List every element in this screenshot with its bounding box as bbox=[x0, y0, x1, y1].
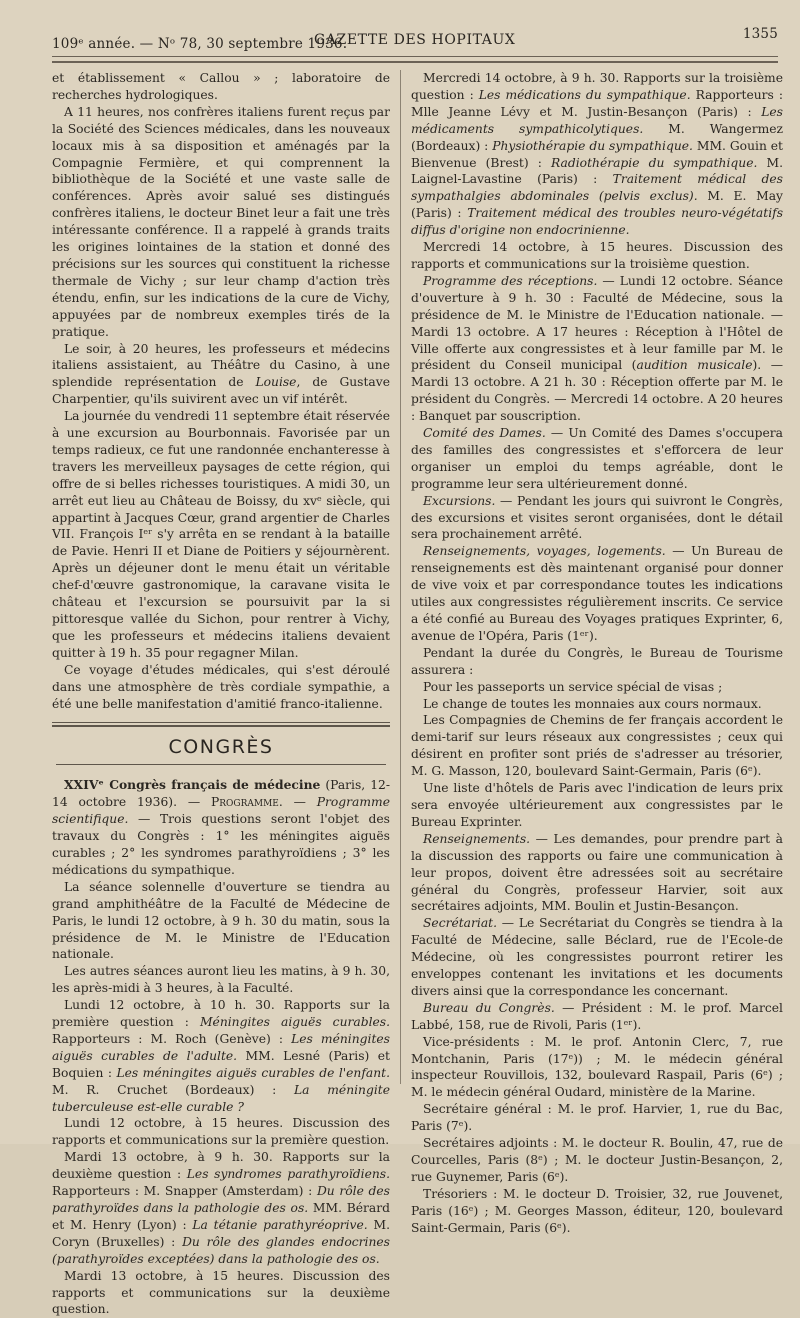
text-run: Les médications du sympathique. bbox=[478, 87, 691, 102]
text-run: La méningite tuberculeuse est-elle curable ? bbox=[52, 1082, 390, 1114]
text-run: Mardi 13 octobre, à 9 h. 30. Rapports sur la deuxième question : bbox=[52, 1150, 390, 1182]
paragraph: Secrétaire général : M. le prof. Harvier, 1, rue du Bac, Paris (7ᵉ). bbox=[411, 1102, 783, 1134]
paragraph bbox=[52, 1149, 390, 1267]
paragraph: Secrétaires adjoints : M. le docteur R. Boulin, 47, rue de Courcelles, Paris (8ᵉ) ; M. le docteur Justin-Besançon, 2, rue Guynemer, Paris (6ᵉ). bbox=[411, 1136, 783, 1184]
paragraph: La journée du vendredi 11 septembre était réservée à une excursion au Bourbonnais. Favorisée par un temps radieux, ce fut une randonnée enchanteresse à travers les merveilleux paysages de cette région, qui offre de si belles richesses touristiques. A midi 30, un arrêt eut lieu au Château de Boissy, du xvᵉ siècle, qui appartint à Jacques Cœur, grand argentier de Charles VII. François Iᵉʳ s'y arrêta en se rendant à la bataille de Pavie. Henri II et Diane de Poitiers y séjournèrent. Après un déjeuner dont le menu était un véritable chef-d'œuvre gastronomique, la caravane visita le château et l'excursion se poursuivit par la si pittoresque vallée du Sichon, pour rentrer à Vichy, que les professeurs et médecins italiens devaient quitter à 19 h. 35 pour regagner Milan. bbox=[52, 409, 390, 660]
text-run: — Pendant les jours qui suivront le Congrès, des excursions et visites seront organisées, dont le détail sera prochainement arrêté. bbox=[411, 493, 783, 542]
page-number: 1355 bbox=[742, 26, 778, 42]
section-rule-thick bbox=[52, 725, 390, 727]
text-run: — Président : M. le prof. Marcel Labbé, 158, rue de Rivoli, Paris (1ᵉʳ). bbox=[411, 1000, 783, 1032]
text-run: — Le Secrétariat du Congrès se tiendra à la Faculté de Médecine, salle Béclard, rue de l'Ecole-de Médecine, où les congressistes pourront retirer les enveloppes contenant les invitations et les documents divers ainsi que la correspondance les concernant. bbox=[411, 916, 783, 998]
text-run: Programme des réceptions. bbox=[423, 273, 598, 288]
paragraph bbox=[52, 777, 390, 878]
text-run: Secrétariat. bbox=[423, 916, 498, 931]
paragraph bbox=[411, 70, 783, 239]
text-run: Méningites aiguës curables. bbox=[199, 1015, 390, 1030]
text-run: M. R. Cruchet (Bordeaux) : bbox=[52, 1082, 295, 1097]
text-run: Les syndromes parathyroïdiens. bbox=[186, 1167, 390, 1182]
text-run: — Un Comité des Dames s'occupera des familles des congressistes et s'efforcera de leur organiser un emploi du temps agréable, dont le programme leur sera ultérieurement donné. bbox=[411, 426, 784, 491]
text-run: — Les demandes, pour prendre part à la discussion des rapports ou faire une communication à leur propos, doivent être adressées soit au secrétaire général du Congrès, professeur Harvier, soit aux secrétaires adjoints, MM. Boulin et Justin-Besançon. bbox=[411, 831, 783, 914]
text-run: — Un Bureau de renseignements est dès maintenant organisé pour donner de vive voix et par correspondance toutes les indications utiles aux congressistes régulièrement inscrits. Ce service a été confié au Bureau des Voyages pratiques Exprinter, 6, avenue de l'Opéra, Paris (1ᵉʳ). bbox=[411, 544, 783, 643]
header-rule-thick bbox=[52, 61, 778, 63]
paragraph: Pour les passeports un service spécial de visas ; bbox=[423, 679, 723, 694]
paragraph: Mardi 13 octobre, à 15 heures. Discussion des rapports et communications sur la deuxième question. bbox=[52, 1268, 390, 1317]
text-run: Du rôle des glandes endocrines (parathyroïdes exceptées) dans la pathologie des os. bbox=[52, 1234, 390, 1266]
opera-title: Louise bbox=[255, 375, 297, 390]
text-run: Les médicaments sympathicolytiques. bbox=[411, 104, 783, 136]
text-run: Programme scientifique. bbox=[52, 795, 390, 827]
text-run: Physiothérapie du sympathique. bbox=[492, 138, 693, 153]
paragraph: Vice-présidents : M. le prof. Antonin Clerc, 7, rue Montchanin, Paris (17ᵉ)) ; M. le médecin général inspecteur Rouvillois, 132, boulevard Raspail, Paris (6ᵉ) ; M. le médecin général Oudard, ministère de la Marine. bbox=[411, 1034, 783, 1100]
text-run: M. Laignel-Lavastine (Paris) : bbox=[411, 155, 784, 187]
text-run: , de Gustave Charpentier, qu'ils suivirent avec un vif intérêt. bbox=[52, 375, 390, 407]
text-run: Programme bbox=[210, 795, 279, 810]
paragraph bbox=[411, 425, 783, 493]
section-title-rule bbox=[56, 764, 386, 765]
text-run: — Trois questions seront l'objet des travaux du Congrès : 1° les méningites aiguës curables ; 2° les syndromes parathyroïdiens ; 3° les médications du sympathique. bbox=[52, 812, 390, 877]
paragraph: Ce voyage d'études médicales, qui s'est déroulé dans une atmosphère de très cordiale sympathie, a été une belle manifestation d'amitié franco-italienne. bbox=[52, 662, 390, 711]
paragraph bbox=[52, 341, 390, 409]
text-run: Renseignements. bbox=[423, 831, 531, 846]
text-run: Comité des Dames. bbox=[423, 426, 546, 441]
text-run: Radiothérapie du sympathique. bbox=[551, 155, 758, 170]
paragraph: Pendant la durée du Congrès, le Bureau de Tourisme assurera : bbox=[411, 645, 783, 677]
text-run: Rapporteurs : M. Snapper (Amsterdam) : bbox=[52, 1184, 317, 1199]
paragraph bbox=[411, 273, 783, 425]
text-run: Traitement médical des sympathalgies abdominales (pelvis exclus). bbox=[411, 172, 783, 204]
page-header bbox=[52, 26, 778, 56]
text-run: Rapporteurs : Mlle Jeanne Lévy et M. Justin-Besançon (Paris) : bbox=[411, 87, 783, 119]
text-run: M. E. May (Paris) : bbox=[411, 189, 784, 221]
text-run: M. Coryn (Bruxelles) : bbox=[52, 1217, 390, 1249]
section-title: CONGRÈS bbox=[168, 736, 274, 759]
congress-name: XXIVᵉ Congrès français de médecine bbox=[64, 777, 321, 793]
section-rule bbox=[52, 722, 390, 723]
issue-info: 109ᵉ année. — Nᵒ 78, 30 septembre 1936. bbox=[52, 36, 348, 52]
text-run: . — bbox=[278, 795, 317, 810]
text-run: Rapporteurs : M. Roch (Genève) : bbox=[52, 1031, 292, 1046]
text-run: Excursions. bbox=[423, 493, 496, 508]
text-run: (Paris, 12-14 octobre 1936). — bbox=[52, 778, 390, 810]
text-run: Les méningites aiguës curables de l'adulte. bbox=[52, 1031, 390, 1063]
text-run: M. Wangermez (Bordeaux) : bbox=[411, 121, 783, 153]
paragraph: Une liste d'hôtels de Paris avec l'indication de leurs prix sera envoyée ultérieurement aux congressistes par le Bureau Exprinter. bbox=[411, 781, 783, 829]
text-run: Traitement médical des troubles neuro-végétatifs diffus d'origine non endocrinienne. bbox=[411, 206, 783, 238]
text-run: MM. Lesné (Paris) et Boquien : bbox=[52, 1048, 390, 1080]
text-run: Lundi 12 octobre, à 10 h. 30. Rapports sur la première question : bbox=[52, 998, 390, 1030]
text-run: ). — Mardi 13 octobre. A 21 h. 30 : Réception offerte par M. le président du Congrès. — Mercredi 14 octobre. A 20 heures : Banquet par souscription. bbox=[411, 358, 783, 424]
text-run: — Lundi 12 octobre. Séance d'ouverture à 9 h. 30 : Faculté de Médecine, sous la présidence de M. le Ministre de l'Education nationale. — Mardi 13 octobre. A 17 heures : Réception à l'Hôtel de Ville offerte aux congressistes et à leur famille par M. le président du Conseil municipal ( bbox=[411, 273, 783, 373]
header-rule bbox=[52, 56, 778, 57]
text-run: MM. Bérard et M. Henry (Lyon) : bbox=[52, 1201, 390, 1232]
left-column bbox=[52, 70, 390, 1318]
text-run: Mercredi 14 octobre, à 9 h. 30. Rapports sur la troisième question : bbox=[411, 71, 783, 102]
text-run: Du rôle des parathyroïdes dans la pathologie des os. bbox=[52, 1184, 390, 1215]
text-run: Renseignements, voyages, logements. bbox=[423, 544, 666, 559]
paragraph: Mercredi 14 octobre, à 15 heures. Discussion des rapports et communications sur la troisième question. bbox=[411, 240, 783, 271]
paragraph: Lundi 12 octobre, à 15 heures. Discussion des rapports et communications sur la première question. bbox=[52, 1116, 390, 1148]
paragraph: Trésoriers : M. le docteur D. Troisier, 32, rue Jouvenet, Paris (16ᵉ) ; M. Georges Masson, éditeur, 120, boulevard Saint-Germain, Paris (6ᵉ). bbox=[411, 1186, 783, 1235]
paragraph bbox=[411, 543, 783, 644]
paragraph: Le change de toutes les monnaies aux cours normaux. bbox=[423, 696, 762, 711]
text-run: La tétanie parathyréoprive. bbox=[192, 1217, 368, 1232]
column-divider bbox=[400, 70, 401, 1084]
paragraph: Les autres séances auront lieu les matins, à 9 h. 30, les après-midi à 3 heures, à la Faculté. bbox=[52, 964, 390, 996]
text-run: MM. Gouin et Bienvenue (Brest) : bbox=[411, 138, 783, 170]
journal-title: GAZETTE DES HOPITAUX bbox=[314, 32, 516, 48]
right-column bbox=[411, 70, 783, 1237]
text-run: Les méningites aiguës curables de l'enfant. bbox=[116, 1065, 390, 1080]
paragraph: Les Compagnies de Chemins de fer français accordent le demi-tarif sur leurs réseaux aux congressistes ; ceux qui désirent en profiter sont priés de s'adresser au trésorier, M. G. Masson, 120, boulevard Saint-Germain, Paris (6ᵉ). bbox=[411, 713, 783, 779]
paragraph: La séance solennelle d'ouverture se tiendra au grand amphithéâtre de la Faculté de Médecine de Paris, le lundi 12 octobre, à 9 h. 30 du matin, sous la présidence de M. le Ministre de l'Education nationale. bbox=[52, 879, 390, 962]
paragraph: A 11 heures, nos confrères italiens furent reçus par la Société des Sciences médicales, dans les nouveaux locaux mis à sa disposition et aménagés par la Compagnie Fermière, et qui comprennent la bibliothèque de la Société et une vaste salle de conférences. Après avoir salué ses distingués confrères italiens, le docteur Binet leur a fait une très intéressante conférence. Il a rappelé à grands traits les origines lointaines de la station et donné des précisions sur les sources qui constituent la richesse thermale de Vichy ; sur leur champ d'action très étendu, enfin, sur les indications de la cure de Vichy, appuyées par de nombreux exemples tirés de la pratique. bbox=[52, 104, 390, 339]
text-run: Le soir, à 20 heures, les professeurs et médecins italiens assistaient, au Théâtre du Casino, à une splendide représentation de bbox=[52, 341, 390, 390]
text-run: Bureau du Congrès. bbox=[423, 1000, 555, 1015]
paragraph bbox=[411, 915, 783, 1000]
paragraph bbox=[411, 1000, 783, 1034]
paragraph bbox=[411, 493, 783, 544]
paragraph bbox=[411, 831, 783, 916]
text-run: audition musicale bbox=[636, 358, 753, 373]
paragraph: et établissement « Callou » ; laboratoire de recherches hydrologiques. bbox=[52, 71, 390, 102]
paragraph bbox=[52, 997, 390, 1115]
